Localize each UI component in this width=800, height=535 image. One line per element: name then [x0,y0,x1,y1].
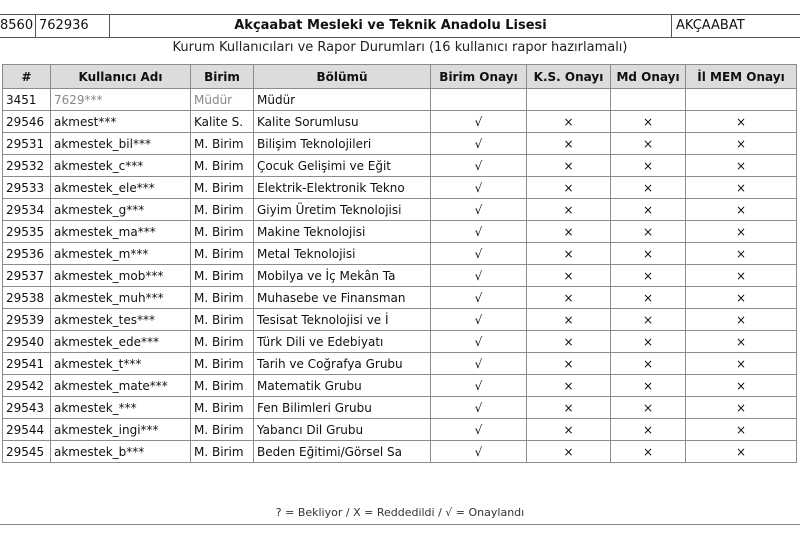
cell-id: 29541 [3,353,51,375]
cell-dept: Müdür [254,89,431,111]
cell-ks-approval: × [527,221,611,243]
table-row [3,243,797,265]
cell-unit: M. Birim [191,331,254,353]
cell-md-approval: × [611,177,686,199]
cell-unit-approval: √ [431,243,527,265]
institution-number: 762936 [36,15,110,37]
cell-unit-approval: √ [431,265,527,287]
cell-dept: Fen Bilimleri Grubu [254,397,431,419]
cell-unit-approval: √ [431,309,527,331]
cell-unit-approval: √ [431,221,527,243]
cell-dept: Makine Teknolojisi [254,221,431,243]
table-row [3,265,797,287]
cell-mem-approval: × [686,265,797,287]
col-header-md-approval: Md Onayı [611,65,686,89]
cell-id: 29532 [3,155,51,177]
cell-unit: M. Birim [191,243,254,265]
cell-unit: M. Birim [191,177,254,199]
cell-unit-approval: √ [431,155,527,177]
cell-mem-approval: × [686,199,797,221]
cell-unit-approval: √ [431,441,527,463]
cell-unit: M. Birim [191,419,254,441]
cell-unit: M. Birim [191,155,254,177]
cell-mem-approval: × [686,133,797,155]
cell-dept: Yabancı Dil Grubu [254,419,431,441]
cell-ks-approval: × [527,199,611,221]
cell-dept: Muhasebe ve Finansman [254,287,431,309]
cell-user: 7629*** [51,89,191,111]
cell-unit: M. Birim [191,199,254,221]
cell-md-approval: × [611,199,686,221]
cell-user: akmestek_ede*** [51,331,191,353]
table-row [3,375,797,397]
cell-id: 29542 [3,375,51,397]
cell-unit: Müdür [191,89,254,111]
cell-unit: M. Birim [191,397,254,419]
school-name: Akçaabat Mesleki ve Teknik Anadolu Lisesi [110,15,672,37]
cell-dept: Beden Eğitimi/Görsel Sa [254,441,431,463]
cell-id: 29534 [3,199,51,221]
cell-dept: Mobilya ve İç Mekân Ta [254,265,431,287]
cell-md-approval: × [611,375,686,397]
cell-user: akmestek_ma*** [51,221,191,243]
cell-unit-approval: √ [431,177,527,199]
cell-mem-approval: × [686,419,797,441]
col-header-user: Kullanıcı Adı [51,65,191,89]
users-table [2,64,797,463]
divider [0,524,800,525]
cell-unit: M. Birim [191,375,254,397]
cell-id: 29535 [3,221,51,243]
table-row [3,287,797,309]
cell-unit: M. Birim [191,221,254,243]
cell-unit-approval: √ [431,133,527,155]
cell-user: akmestek_c*** [51,155,191,177]
cell-mem-approval: × [686,309,797,331]
city-name: AKÇAABAT [676,18,745,33]
cell-user: akmest*** [51,111,191,133]
cell-md-approval: × [611,331,686,353]
col-header-unit-approval: Birim Onayı [431,65,527,89]
cell-id: 29533 [3,177,51,199]
cell-md-approval: × [611,243,686,265]
cell-dept: Tesisat Teknolojisi ve İ [254,309,431,331]
cell-unit-approval: √ [431,331,527,353]
cell-ks-approval: × [527,419,611,441]
table-row [3,111,797,133]
cell-unit: M. Birim [191,353,254,375]
cell-md-approval: × [611,419,686,441]
cell-id: 3451 [3,89,51,111]
cell-id: 29543 [3,397,51,419]
institution-code: 8560 [0,15,36,37]
cell-ks-approval: × [527,243,611,265]
cell-user: akmestek_b*** [51,441,191,463]
cell-mem-approval: × [686,243,797,265]
cell-id: 29538 [3,287,51,309]
cell-dept: Elektrik-Elektronik Tekno [254,177,431,199]
cell-ks-approval: × [527,309,611,331]
cell-user: akmestek_g*** [51,199,191,221]
cell-dept: Bilişim Teknolojileri [254,133,431,155]
cell-user: akmestek_m*** [51,243,191,265]
cell-md-approval: × [611,353,686,375]
cell-mem-approval: × [686,397,797,419]
cell-mem-approval: × [686,353,797,375]
cell-user: akmestek_bil*** [51,133,191,155]
cell-user: akmestek_*** [51,397,191,419]
cell-md-approval: × [611,265,686,287]
cell-ks-approval: × [527,111,611,133]
cell-mem-approval: × [686,441,797,463]
cell-unit: M. Birim [191,287,254,309]
cell-unit-approval [431,89,527,111]
cell-id: 29545 [3,441,51,463]
cell-ks-approval: × [527,397,611,419]
cell-ks-approval: × [527,177,611,199]
cell-ks-approval: × [527,155,611,177]
cell-unit-approval: √ [431,287,527,309]
cell-mem-approval: × [686,155,797,177]
cell-unit-approval: √ [431,199,527,221]
cell-mem-approval: × [686,375,797,397]
school-header [0,14,800,38]
cell-user: akmestek_ele*** [51,177,191,199]
col-header-mem-approval: İl MEM Onayı [686,65,797,89]
cell-md-approval: × [611,133,686,155]
cell-dept: Çocuk Gelişimi ve Eğit [254,155,431,177]
table-row [3,89,797,111]
cell-ks-approval: × [527,265,611,287]
cell-dept: Kalite Sorumlusu [254,111,431,133]
cell-md-approval: × [611,111,686,133]
cell-mem-approval: × [686,287,797,309]
cell-ks-approval [527,89,611,111]
col-header-ks-approval: K.S. Onayı [527,65,611,89]
cell-mem-approval [686,89,797,111]
table-row [3,133,797,155]
cell-user: akmestek_mob*** [51,265,191,287]
cell-ks-approval: × [527,331,611,353]
cell-md-approval: × [611,287,686,309]
cell-md-approval: × [611,397,686,419]
col-header-id: # [3,65,51,89]
cell-ks-approval: × [527,133,611,155]
table-row [3,155,797,177]
cell-unit: M. Birim [191,309,254,331]
cell-mem-approval: × [686,221,797,243]
cell-md-approval [611,89,686,111]
cell-dept: Matematik Grubu [254,375,431,397]
cell-unit-approval: √ [431,419,527,441]
cell-id: 29536 [3,243,51,265]
table-row [3,221,797,243]
cell-id: 29544 [3,419,51,441]
cell-ks-approval: × [527,287,611,309]
table-row [3,397,797,419]
cell-dept: Türk Dili ve Edebiyatı [254,331,431,353]
status-legend: ? = Bekliyor / X = Reddedildi / √ = Onaylandı [275,506,525,519]
cell-id: 29531 [3,133,51,155]
table-header-row [3,65,797,89]
table-row [3,331,797,353]
cell-ks-approval: × [527,441,611,463]
table-row [3,309,797,331]
cell-mem-approval: × [686,177,797,199]
col-header-dept: Bölümü [254,65,431,89]
cell-unit: Kalite S. [191,111,254,133]
cell-user: akmestek_mate*** [51,375,191,397]
col-header-unit: Birim [191,65,254,89]
table-row [3,419,797,441]
cell-user: akmestek_tes*** [51,309,191,331]
cell-id: 29546 [3,111,51,133]
table-row [3,353,797,375]
table-row [3,441,797,463]
cell-unit: M. Birim [191,441,254,463]
cell-unit-approval: √ [431,353,527,375]
cell-id: 29537 [3,265,51,287]
cell-unit-approval: √ [431,111,527,133]
cell-mem-approval: × [686,331,797,353]
cell-mem-approval: × [686,111,797,133]
table-row [3,177,797,199]
cell-id: 29539 [3,309,51,331]
cell-id: 29540 [3,331,51,353]
page-subtitle: Kurum Kullanıcıları ve Rapor Durumları (16 kullanıcı rapor hazırlamalı) [172,40,628,55]
cell-md-approval: × [611,155,686,177]
table-row [3,199,797,221]
cell-user: akmestek_ingi*** [51,419,191,441]
cell-unit-approval: √ [431,397,527,419]
cell-user: akmestek_t*** [51,353,191,375]
cell-dept: Tarih ve Coğrafya Grubu [254,353,431,375]
cell-unit: M. Birim [191,265,254,287]
cell-md-approval: × [611,441,686,463]
cell-unit: M. Birim [191,133,254,155]
cell-unit-approval: √ [431,375,527,397]
cell-md-approval: × [611,309,686,331]
cell-ks-approval: × [527,353,611,375]
cell-dept: Giyim Üretim Teknolojisi [254,199,431,221]
table-body [3,89,797,463]
cell-user: akmestek_muh*** [51,287,191,309]
cell-ks-approval: × [527,375,611,397]
cell-dept: Metal Teknolojisi [254,243,431,265]
cell-md-approval: × [611,221,686,243]
